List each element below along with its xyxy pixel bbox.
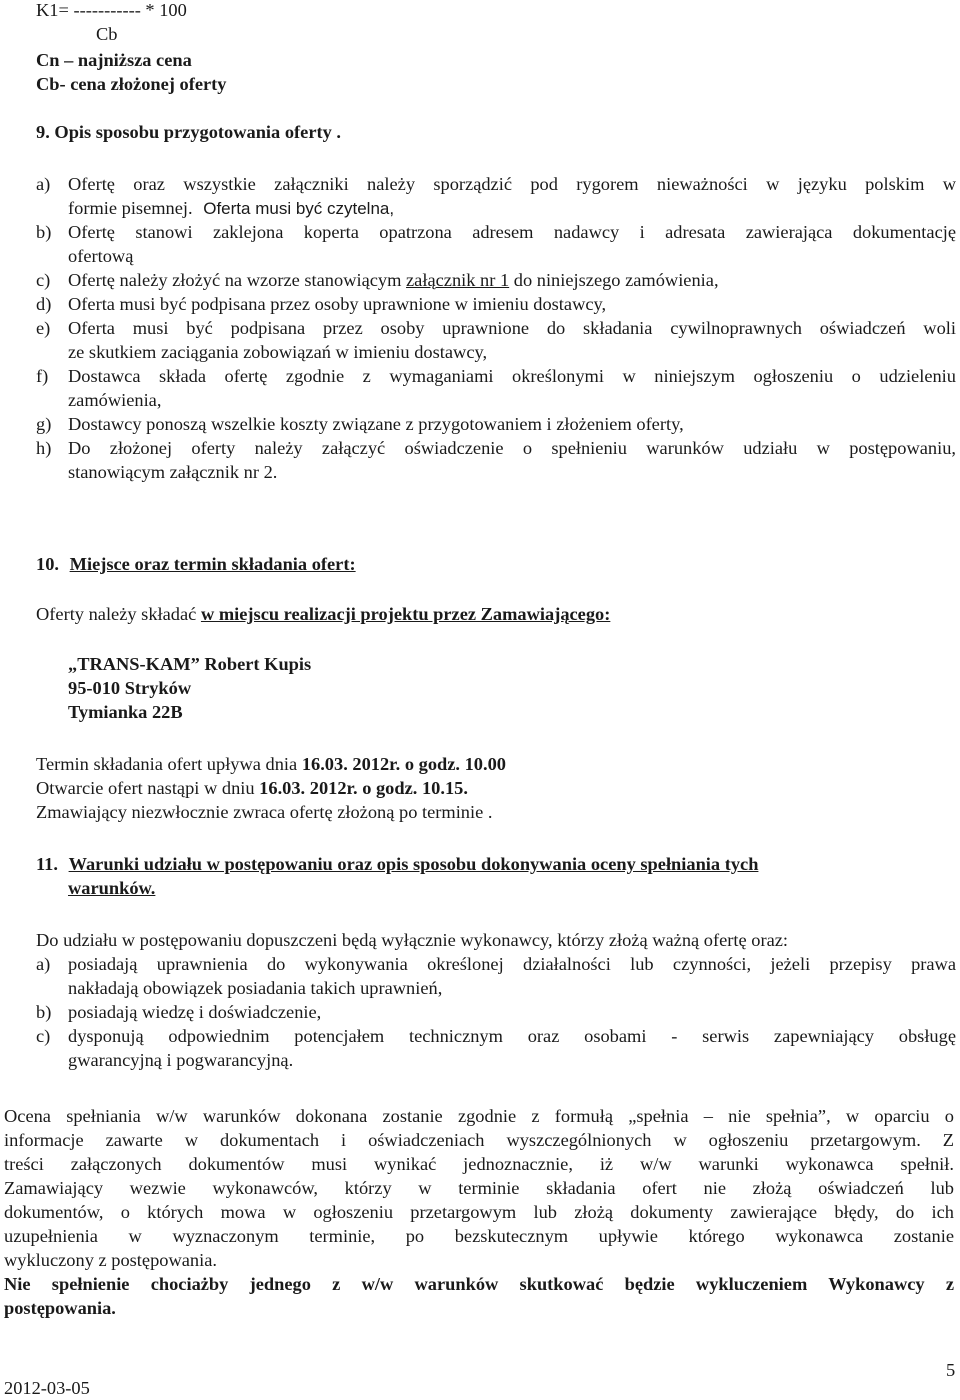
section-number: 11. (36, 854, 58, 874)
address-company-name: „TRANS-KAM” Robert Kupis (68, 654, 312, 674)
opening-line (36, 776, 468, 800)
page-number: 5 (946, 1360, 956, 1380)
item-text: dysponują odpowiednim potencjałem technicznym oraz osobami - serwis zapewniający obsługę (68, 1026, 956, 1046)
item-label: f) (36, 366, 49, 386)
item-text-pre: Ofertę należy złożyć na wzorze stanowiącym (68, 270, 407, 290)
section-title: Miejsce oraz termin składania ofert: (69, 554, 356, 574)
section-9-item-a-cont (68, 196, 394, 221)
formula-line: K1= ----------- * 100 (36, 0, 187, 20)
item-label: a) (36, 174, 51, 194)
opening-value: 16.03. 2012r. o godz. 10.15. (259, 778, 468, 798)
return-note: Zmawiający niezwłocznie zwraca ofertę złożoną po terminie . (36, 802, 493, 822)
item-label: g) (36, 414, 52, 434)
formula-denominator: Cb (96, 24, 118, 44)
item-label: c) (36, 1026, 51, 1046)
assessment-line-4: Zamawiający wezwie wykonawców, którzy w terminie składania ofert nie złożą oświadczeń lub (4, 1178, 954, 1198)
item-label: h) (36, 438, 52, 458)
item-label: a) (36, 954, 51, 974)
exclusion-warning: Nie spełnienie chociażby jednego z w/w warunków skutkować będzie wykluczeniem Wykonawcy z (4, 1274, 954, 1294)
exclusion-warning-cont: postępowania. (4, 1298, 116, 1318)
item-text: posiadają uprawnienia do wykonywania określonej działalności lub czynności, jeżeli przepisy prawa (68, 954, 956, 974)
item-text: Ofertę stanowi zaklejona koperta opatrzona adresem nadawcy i adresata zawierająca dokumentację (68, 222, 956, 242)
item-label: c) (36, 270, 51, 290)
section-title: Warunki udziału w postępowaniu oraz opis sposobu dokonywania oceny spełniania tych (68, 854, 759, 874)
item-label: e) (36, 318, 51, 338)
section-11-item-a-cont: nakładają obowiązek posiadania takich uprawnień, (68, 978, 443, 998)
item-text-cont: formie pisemnej. (68, 198, 193, 218)
assessment-line-7: wykluczony z postępowania. (4, 1250, 217, 1270)
address-city: 95-010 Stryków (68, 678, 192, 698)
section-10-heading (36, 552, 356, 576)
section-9-heading: 9. Opis sposobu przygotowania oferty . (36, 122, 341, 142)
address-street: Tymianka 22B (68, 702, 183, 722)
opening-label: Otwarcie ofert nastąpi w dniu (36, 778, 260, 798)
item-label: d) (36, 294, 52, 314)
deadline-value: 16.03. 2012r. o godz. 10.00 (301, 754, 506, 774)
section-10-intro (36, 602, 610, 626)
intro-text: Oferty należy składać (36, 604, 201, 624)
assessment-line-1: Ocena spełniania w/w warunków dokonana zostanie zgodnie z formułą „spełnia – nie spełnia”, w oparciu o (4, 1106, 954, 1126)
item-text: Oferta musi być podpisana przez osoby uprawnione w imieniu dostawcy, (68, 294, 607, 314)
section-11-intro: Do udziału w postępowaniu dopuszczeni będą wyłącznie wykonawcy, którzy złożą ważną ofertę oraz: (36, 930, 789, 950)
item-label: b) (36, 222, 52, 242)
deadline-label: Termin składania ofert upływa dnia (36, 754, 302, 774)
item-text: Do złożonej oferty należy załączyć oświadczenie o spełnieniu warunków udziału w postępowaniu, (68, 438, 956, 458)
assessment-line-3: treści załączonych dokumentów musi wynikać jednoznacznie, iż w/w warunki wykonawca spełnił. (4, 1154, 954, 1174)
item-text: posiadają wiedzę i doświadczenie, (68, 1002, 322, 1022)
item-text-post: do niniejszego zamówienia, (509, 270, 719, 290)
item-text: Dostawca składa ofertę zgodnie z wymaganiami określonymi w niniejszym ogłoszeniu o udzieleniu (68, 366, 956, 386)
formula-cb-definition: Cb- cena złożonej oferty (36, 74, 227, 94)
item-label: b) (36, 1002, 52, 1022)
section-9-item-f-cont: zamówienia, (68, 390, 162, 410)
item-text (68, 268, 719, 292)
item-text: Oferta musi być podpisana przez osoby uprawnione do składania cywilnoprawnych oświadczeń woli (68, 318, 956, 338)
section-9-item-b-cont: ofertową (68, 246, 134, 266)
section-11-heading-cont: warunków. (68, 878, 156, 898)
item-text: Dostawcy ponoszą wszelkie koszty związane z przygotowaniem i złożeniem oferty, (68, 414, 684, 434)
deadline-line (36, 752, 506, 776)
formula-cn-definition: Cn – najniższa cena (36, 50, 192, 70)
section-9-item-h-cont: stanowiącym załącznik nr 2. (68, 462, 278, 482)
item-text: Ofertę oraz wszystkie załączniki należy sporządzić pod rygorem nieważności w języku polskim w (68, 174, 956, 194)
item-text-insert: Oferta musi być czytelna, (203, 199, 395, 218)
location-text: w miejscu realizacji projektu przez Zamawiającego: (200, 604, 611, 624)
section-11-item-c-cont: gwarancyjną i pogwarancyjną. (68, 1050, 294, 1070)
assessment-line-6: uzupełnienia w wyznaczonym terminie, po bezskutecznym upływie którego wykonawca zostanie (4, 1226, 954, 1246)
section-number: 10. (36, 554, 59, 574)
assessment-line-2: informacje zawarte w dokumentach i oświadczeniach wyszczególnionych w ogłoszeniu przetargowym. Z (4, 1130, 954, 1150)
section-9-item-e-cont: ze skutkiem zaciągania zobowiązań w imieniu dostawcy, (68, 342, 488, 362)
assessment-line-5: dokumentów, o których mowa w ogłoszeniu przetargowym lub złożą dokumenty zawierające błędy, do ich (4, 1202, 954, 1222)
section-11-heading (36, 852, 936, 876)
footer-date: 2012-03-05 (4, 1378, 90, 1398)
attachment-1-reference: załącznik nr 1 (406, 270, 510, 290)
